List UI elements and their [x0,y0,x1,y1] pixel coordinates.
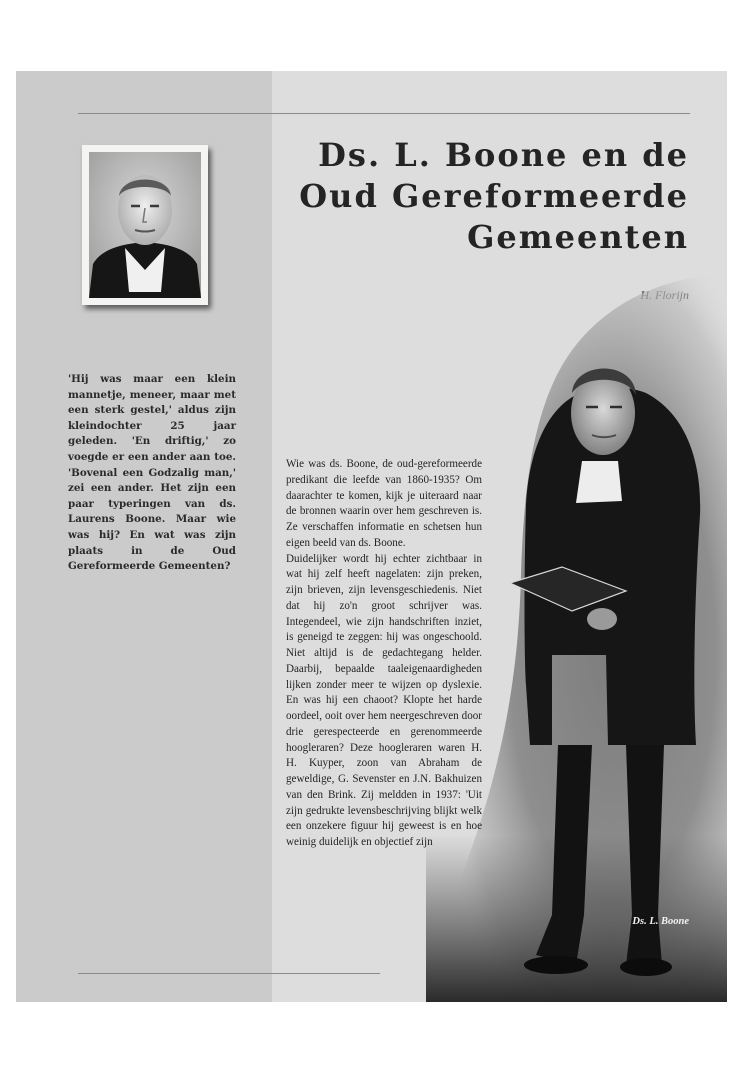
top-rule [78,113,690,114]
title-line: Gemeenten [467,218,689,256]
title-line: Ds. L. Boone en de [318,136,689,174]
photo-caption: Ds. L. Boone [632,916,689,927]
article-title [299,135,689,258]
magazine-page [16,71,727,1002]
title-line: Oud Gereformeerde [299,177,689,215]
bottom-rule [78,973,380,974]
body-paragraph: Duidelijker wordt hij echter zichtbaar in wat hij zelf heeft nagelaten: zijn preken, zijn brieven, zijn levensgeschiedenis. Niet dat hij zo'n groot schrijver was. Integendeel, wie zijn handschriften inziet, is geneigd te zeggen: hij was ongeschoold. Niet altijd is de gedachtegang helder. Daarbij, bepaalde taaleigenaardigheden lijken zonder meer te wijzen op dyslexie. En was hij een chaoot? Klopte het harde oordeel, ooit over hem neergeschreven door drie gerespecteerde en gerenommeerde hoogleraren? Deze hoogleraren waren H. H. Kuyper, zoon van Abraham de geweldige, G. Sevenster en J.N. Bakhuizen van den Brink. Zij meldden in 1937: 'Uit zijn gedrukte levensbeschrijving blijkt welk een onzekere figuur hij geweest is en hoe weinig duidelijk en objectief zijn [286,552,482,848]
article-body [286,457,482,851]
small-portrait-photo [82,145,208,305]
intro-text: 'Hij was maar een klein mannetje, meneer, maar met een sterk gestel,' aldus zijn kleindochter 25 jaar geleden. 'En driftig,' zo voegde er een ander aan toe. 'Bovenal een Godzalig man,' zei een ander. Het zijn een paar typeringen van ds. Laurens Boone. Maar wie was hij? En wat was zijn plaats in de Oud Gereformeerde Gemeenten? [68,373,236,573]
body-paragraph: Wie was ds. Boone, de oud-gereformeerde predikant die leefde van 1860-1935? Om daarachter te komen, kijk je uiteraard naar de bronnen waarin over hem geschreven is. Ze verschaffen informatie en schetsen hun eigen beeld van ds. Boone. [286,458,482,549]
